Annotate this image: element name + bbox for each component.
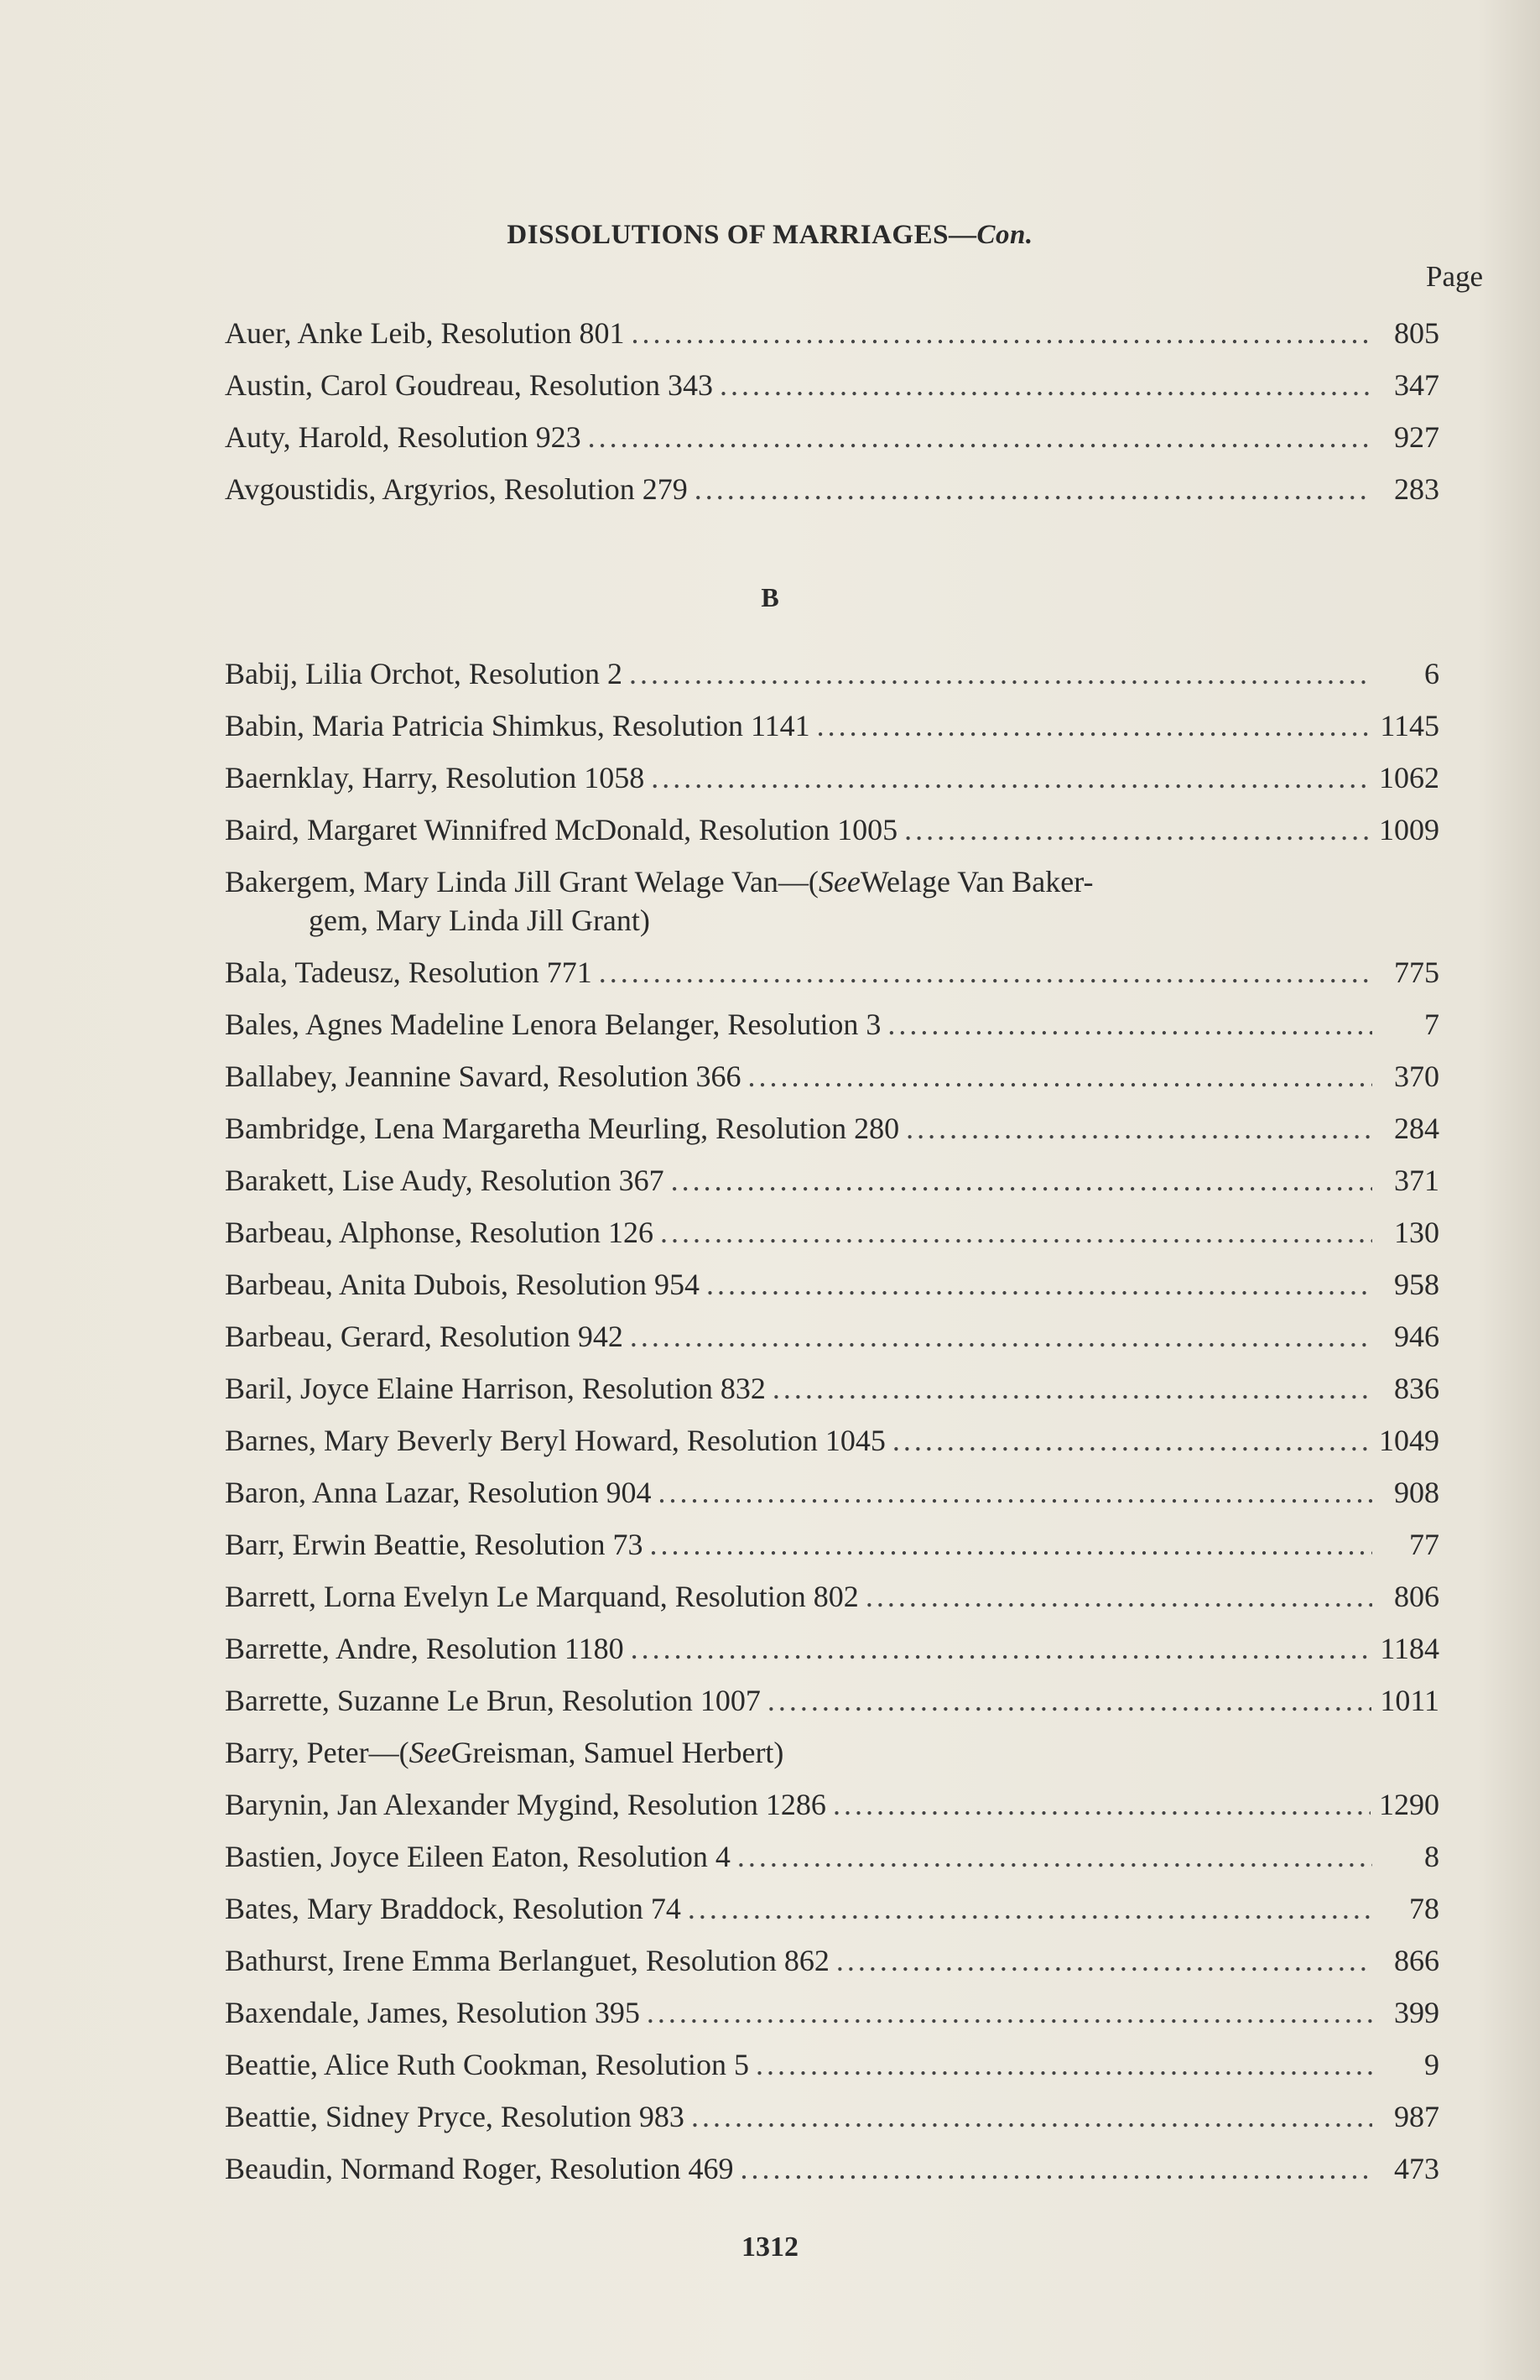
entry-page: 866 xyxy=(1394,1944,1439,1977)
leader-dots xyxy=(632,314,1373,352)
index-entry xyxy=(225,1577,1439,1616)
index-entry xyxy=(225,1161,1439,1200)
entry-page: 1011 xyxy=(1380,1684,1439,1717)
entry-name: Bastien, Joyce Eileen Eaton, Resolution 4 xyxy=(225,1840,731,1873)
entry-page: 77 xyxy=(1409,1528,1439,1561)
index-entry xyxy=(225,2097,1439,2136)
leader-dots xyxy=(647,1993,1372,2032)
cross-reference-entry xyxy=(225,1733,1439,1772)
entry-page: 927 xyxy=(1394,420,1439,454)
leader-dots xyxy=(706,1265,1372,1304)
leader-dots xyxy=(660,1213,1372,1252)
entry-name: Barrett, Lorna Evelyn Le Marquand, Resolution 802 xyxy=(225,1580,859,1613)
entry-page: 473 xyxy=(1394,2152,1439,2185)
entry-name: Barbeau, Anita Dubois, Resolution 954 xyxy=(225,1268,700,1301)
index-entry xyxy=(225,1057,1439,1096)
entry-page: 371 xyxy=(1394,1164,1439,1197)
entry-page: 1184 xyxy=(1380,1632,1439,1665)
index-entry xyxy=(225,758,1439,797)
index-entry xyxy=(225,654,1439,693)
entry-page: 805 xyxy=(1394,316,1439,350)
leader-dots xyxy=(631,1629,1372,1668)
leader-dots xyxy=(695,470,1372,508)
index-entry xyxy=(225,1681,1439,1720)
index-entry xyxy=(225,366,1439,404)
index-entry xyxy=(225,953,1439,992)
entry-name: Austin, Carol Goudreau, Resolution 343 xyxy=(225,368,713,402)
entry-page: 399 xyxy=(1394,1996,1439,2029)
entry-name: Bathurst, Irene Emma Berlanguet, Resolution 862 xyxy=(225,1944,830,1977)
leader-dots xyxy=(748,1057,1372,1096)
entry-name: Auty, Harold, Resolution 923 xyxy=(225,420,581,454)
index-entry xyxy=(225,1109,1439,1148)
entry-name: Baird, Margaret Winnifred McDonald, Resolution 1005 xyxy=(225,813,898,846)
entry-name: Baernklay, Harry, Resolution 1058 xyxy=(225,761,645,794)
entry-page: 775 xyxy=(1394,956,1439,989)
entry-page: 7 xyxy=(1424,1008,1439,1041)
index-entry xyxy=(225,1785,1439,1824)
index-entry xyxy=(225,1213,1439,1252)
leader-dots xyxy=(767,1681,1371,1720)
heading-main: DISSOLUTIONS OF MARRIAGES— xyxy=(507,220,977,250)
leader-dots xyxy=(671,1161,1372,1200)
cross-ref-prefix: Barry, Peter—( xyxy=(225,1736,409,1769)
index-entry xyxy=(225,1421,1439,1460)
entry-page: 1009 xyxy=(1379,813,1439,846)
entry-name: Barrette, Suzanne Le Brun, Resolution 1007 xyxy=(225,1684,761,1717)
index-entry xyxy=(225,706,1439,745)
entry-name: Ballabey, Jeannine Savard, Resolution 366 xyxy=(225,1060,741,1093)
entry-name: Bala, Tadeusz, Resolution 771 xyxy=(225,956,592,989)
entry-name: Barr, Erwin Beattie, Resolution 73 xyxy=(225,1528,643,1561)
entry-page: 1049 xyxy=(1379,1424,1439,1457)
entry-page: 9 xyxy=(1424,2048,1439,2081)
entry-name: Bates, Mary Braddock, Resolution 74 xyxy=(225,1892,681,1925)
entry-name: Barbeau, Alphonse, Resolution 126 xyxy=(225,1216,653,1249)
entry-page: 908 xyxy=(1394,1476,1439,1509)
entry-page: 1290 xyxy=(1379,1788,1439,1821)
leader-dots xyxy=(649,1525,1372,1564)
leader-dots xyxy=(588,418,1372,456)
entry-page: 130 xyxy=(1394,1216,1439,1249)
leader-dots xyxy=(866,1577,1372,1616)
leader-dots xyxy=(599,953,1372,992)
leader-dots xyxy=(892,1421,1371,1460)
leader-dots xyxy=(630,1317,1372,1356)
entry-page: 987 xyxy=(1394,2100,1439,2133)
entry-name: Baxendale, James, Resolution 395 xyxy=(225,1996,640,2029)
index-entry xyxy=(225,1837,1439,1876)
section-letter: B xyxy=(761,582,779,612)
entry-page: 1145 xyxy=(1380,709,1439,742)
entry-page: 78 xyxy=(1409,1892,1439,1925)
entry-name: Barynin, Jan Alexander Mygind, Resolution 1286 xyxy=(225,1788,826,1821)
entry-name: Bambridge, Lena Margaretha Meurling, Resolution 280 xyxy=(225,1112,900,1145)
entry-name: Barrette, Andre, Resolution 1180 xyxy=(225,1632,624,1665)
entry-name: Bales, Agnes Madeline Lenora Belanger, Resolution 3 xyxy=(225,1008,882,1041)
leader-dots xyxy=(720,366,1372,404)
index-entry xyxy=(225,1629,1439,1668)
entry-name: Beattie, Sidney Pryce, Resolution 983 xyxy=(225,2100,684,2133)
index-entry xyxy=(225,1889,1439,1928)
leader-dots xyxy=(906,1109,1372,1148)
leader-dots xyxy=(836,1941,1372,1980)
cross-ref-prefix: Bakergem, Mary Linda Jill Grant Welage Van—( xyxy=(225,865,819,898)
leader-dots xyxy=(691,2097,1372,2136)
index-entry xyxy=(225,1005,1439,1044)
entry-name: Baron, Anna Lazar, Resolution 904 xyxy=(225,1476,652,1509)
index-entry xyxy=(225,810,1439,849)
heading-continued: Con. xyxy=(976,220,1033,250)
entry-page: 283 xyxy=(1394,472,1439,506)
page-heading xyxy=(0,220,1540,251)
see-label: See xyxy=(818,865,861,898)
cross-reference-entry xyxy=(225,862,1439,940)
index-entry xyxy=(225,1369,1439,1408)
leader-dots xyxy=(887,1005,1372,1044)
entry-name: Beattie, Alice Ruth Cookman, Resolution 5 xyxy=(225,2048,749,2081)
index-entry xyxy=(225,1317,1439,1356)
index-entry xyxy=(225,1993,1439,2032)
entry-name: Barbeau, Gerard, Resolution 942 xyxy=(225,1320,623,1353)
entry-name: Babin, Maria Patricia Shimkus, Resolution 1141 xyxy=(225,709,810,742)
leader-dots xyxy=(756,2045,1372,2084)
entry-page: 284 xyxy=(1394,1112,1439,1145)
leader-dots xyxy=(833,1785,1371,1824)
leader-dots xyxy=(904,810,1371,849)
entry-name: Beaudin, Normand Roger, Resolution 469 xyxy=(225,2152,734,2185)
leader-dots xyxy=(773,1369,1372,1408)
entry-page: 8 xyxy=(1424,1840,1439,1873)
index-entry xyxy=(225,1265,1439,1304)
cross-ref-target: Greisman, Samuel Herbert) xyxy=(450,1736,784,1769)
index-entry xyxy=(225,314,1439,352)
index-entry xyxy=(225,1941,1439,1980)
index-entry xyxy=(225,2149,1439,2188)
cross-ref-target: Welage Van Baker- xyxy=(860,865,1094,898)
entry-page: 946 xyxy=(1394,1320,1439,1353)
cross-ref-continuation: gem, Mary Linda Jill Grant) xyxy=(309,904,650,937)
index-entry xyxy=(225,470,1439,508)
entry-page: 806 xyxy=(1394,1580,1439,1613)
entry-name: Auer, Anke Leib, Resolution 801 xyxy=(225,316,625,350)
entry-page: 836 xyxy=(1394,1372,1439,1405)
leader-dots xyxy=(629,654,1372,693)
entry-page: 370 xyxy=(1394,1060,1439,1093)
see-label: See xyxy=(408,1736,451,1769)
index-entry xyxy=(225,418,1439,456)
leader-dots xyxy=(688,1889,1372,1928)
leader-dots xyxy=(740,2149,1372,2188)
index-entry xyxy=(225,2045,1439,2084)
entry-page: 958 xyxy=(1394,1268,1439,1301)
entry-name: Barnes, Mary Beverly Beryl Howard, Resolution 1045 xyxy=(225,1424,886,1457)
leader-dots xyxy=(651,758,1371,797)
leader-dots xyxy=(658,1473,1372,1512)
leader-dots xyxy=(817,706,1372,745)
index-entry xyxy=(225,1473,1439,1512)
page-column-label: Page xyxy=(1426,260,1484,293)
entry-name: Babij, Lilia Orchot, Resolution 2 xyxy=(225,657,622,690)
index-entry xyxy=(225,1525,1439,1564)
leader-dots xyxy=(737,1837,1372,1876)
entry-name: Avgoustidis, Argyrios, Resolution 279 xyxy=(225,472,688,506)
entry-name: Baril, Joyce Elaine Harrison, Resolution 832 xyxy=(225,1372,766,1405)
entry-page: 6 xyxy=(1424,657,1439,690)
entry-name: Barakett, Lise Audy, Resolution 367 xyxy=(225,1164,664,1197)
page-number: 1312 xyxy=(741,2232,799,2263)
entry-page: 1062 xyxy=(1379,761,1439,794)
entry-page: 347 xyxy=(1394,368,1439,402)
